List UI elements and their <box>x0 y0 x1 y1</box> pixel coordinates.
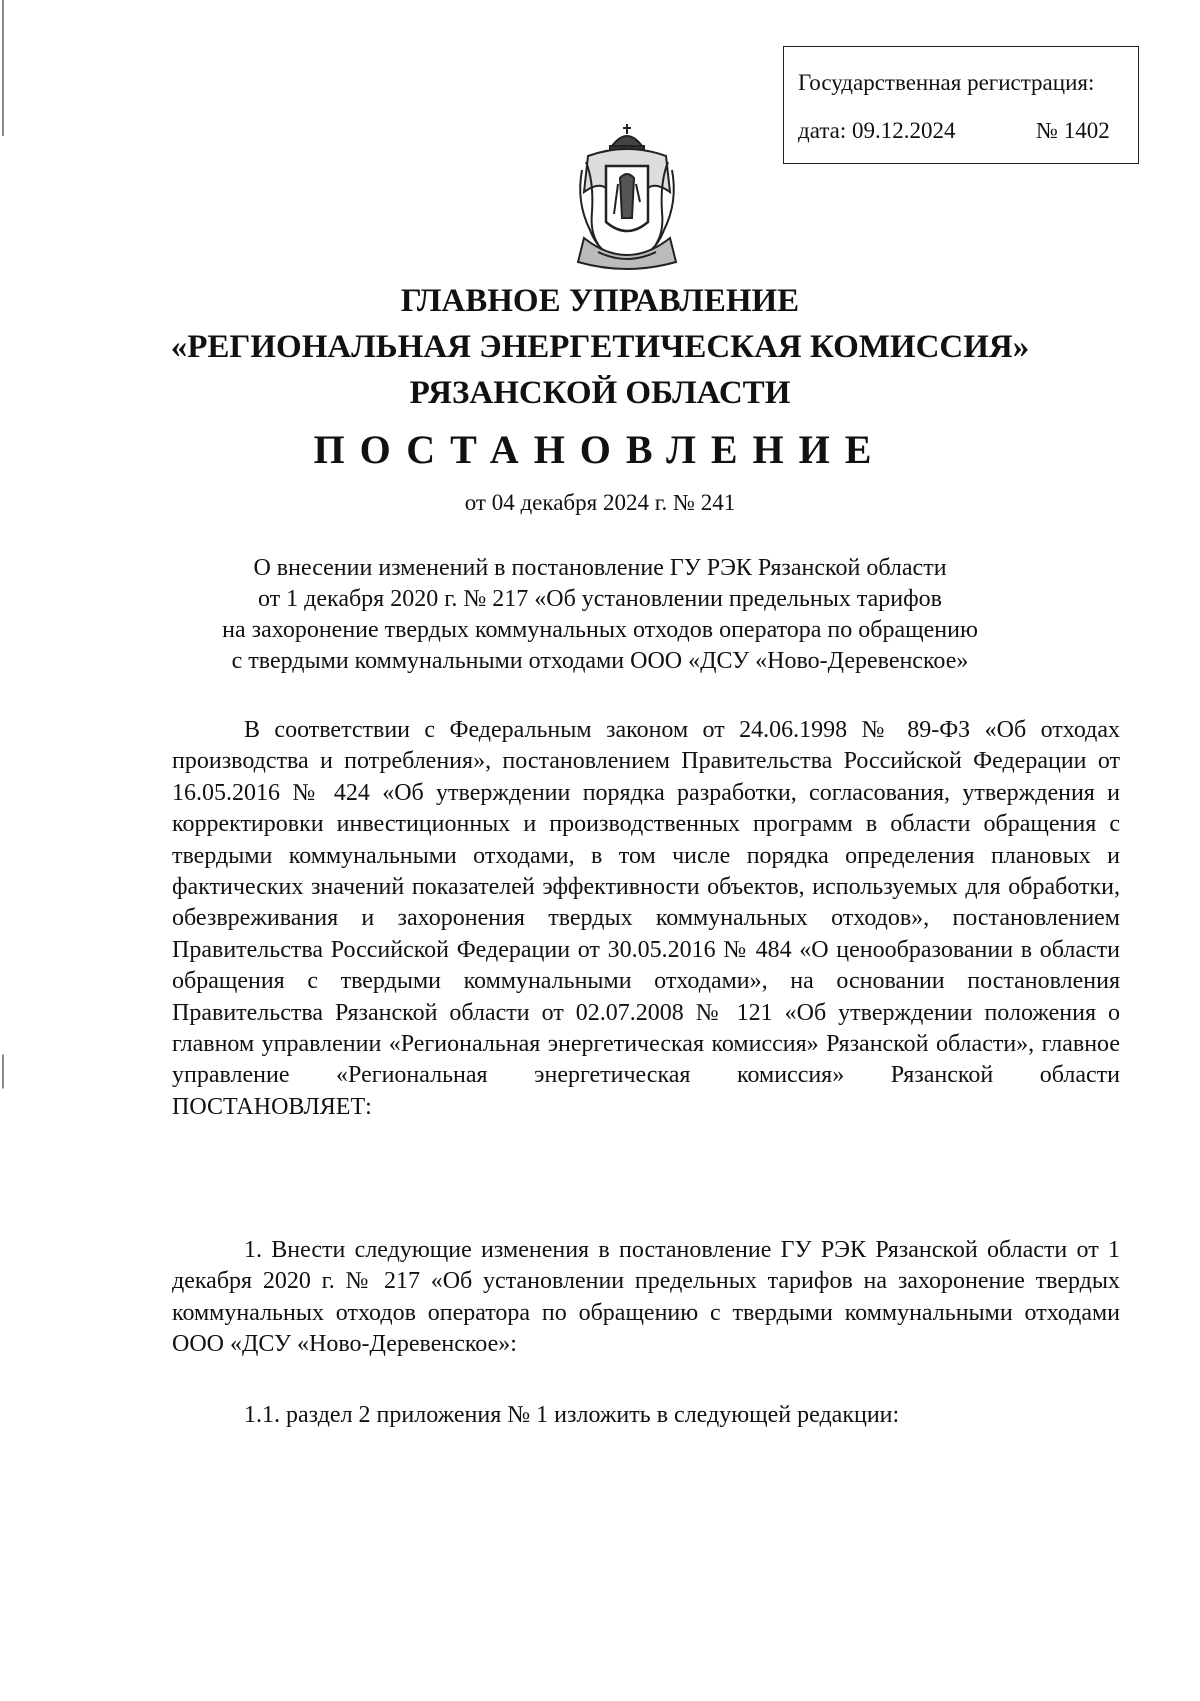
registration-stamp <box>783 46 1139 164</box>
coat-of-arms-icon <box>568 122 686 272</box>
organization-line-1: ГЛАВНОЕ УПРАВЛЕНИЕ <box>400 283 800 319</box>
subject-line-3: на захоронение твердых коммунальных отходов оператора по обращению <box>222 617 978 643</box>
document-date-number: от 04 декабря 2024 г. № 241 <box>464 490 736 515</box>
document-subject <box>0 553 1200 677</box>
organization-name <box>0 278 1200 416</box>
scan-edge <box>2 0 4 1701</box>
registration-number: № 1402 <box>1036 118 1110 143</box>
document-type: ПОСТАНОВЛЕНИЕ <box>313 427 887 472</box>
organization-line-2: «РЕГИОНАЛЬНАЯ ЭНЕРГЕТИЧЕСКАЯ КОМИССИЯ» <box>170 329 1030 365</box>
organization-line-3: РЯЗАНСКОЙ ОБЛАСТИ <box>409 375 791 411</box>
subject-line-1: О внесении изменений в постановление ГУ РЭК Рязанской области <box>253 555 947 581</box>
basis-paragraph: В соответствии с Федеральным законом от 24.06.1998 № 89-ФЗ «Об отходах производства и потребления», постановлением Правительства Российской Федерации от 16.05.2016 № 424 «Об утверждении порядка разработки, согласования, утверждения и корректировки инвестиционных и производственных программ в области обращения с твердыми коммунальными отходами, в том числе порядка определения плановых и фактических значений показателей эффективности объектов, используемых для обработки, обезвреживания и захоронения твердых коммунальных отходов», постановлением Правительства Российской Федерации от 30.05.2016 № 484 «О ценообразовании в области обращения с твердыми коммунальными отходами», на основании постановления Правительства Рязанской области от 02.07.2008 № 121 «Об утверждении положения о главном управлении «Региональная энергетическая комиссия» Рязанской области», главное управление «Региональная энергетическая комиссия» Рязанской области ПОСТАНОВЛЯЕТ: <box>172 717 1120 1120</box>
item-1-paragraph: 1. Внести следующие изменения в постановление ГУ РЭК Рязанской области от 1 декабря 2020 г. № 217 «Об установлении предельных тарифов на захоронение твердых коммунальных отходов оператора по обращению с твердыми коммунальными отходами ООО «ДСУ «Ново-Деревенское»: <box>172 1237 1120 1358</box>
subject-line-4: с твердыми коммунальными отходами ООО «ДСУ «Ново-Деревенское» <box>231 648 969 674</box>
subject-line-2: от 1 декабря 2020 г. № 217 «Об установлении предельных тарифов <box>257 586 942 612</box>
registration-title: Государственная регистрация: <box>798 70 1095 95</box>
registration-date: дата: 09.12.2024 <box>798 118 956 143</box>
item-1-1-paragraph: 1.1. раздел 2 приложения № 1 изложить в следующей редакции: <box>244 1402 900 1428</box>
